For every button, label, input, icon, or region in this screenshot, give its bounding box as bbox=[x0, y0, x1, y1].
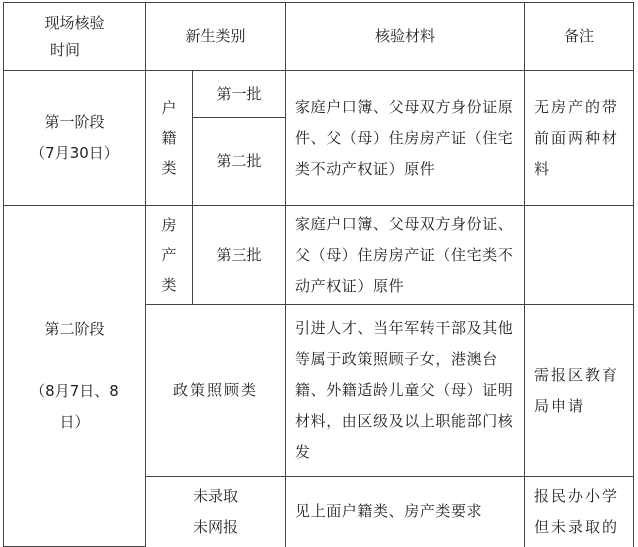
stage2-type-char: 房 bbox=[161, 216, 177, 234]
stage2-property-materials: 家庭户口簿、父母双方身份证、父（母）住房房产证（住宅类不动产权证）原件 bbox=[286, 206, 525, 305]
stage1-title: 第一阶段 bbox=[44, 113, 105, 131]
stage1-type-cell bbox=[146, 71, 193, 206]
header-category: 新生类别 bbox=[146, 3, 286, 71]
stage1-type-char: 籍 bbox=[161, 129, 177, 147]
stage1-date: （7月30日） bbox=[30, 144, 119, 162]
header-notes: 备注 bbox=[525, 3, 634, 71]
stage2-property-note bbox=[525, 206, 634, 305]
stage2-policy-note: 需报区教育局申请 bbox=[525, 305, 634, 477]
stage2-unadmitted-note: 报民办小学但未录取的 bbox=[525, 477, 634, 547]
stage1-batch1: 第一批 bbox=[193, 71, 286, 118]
table-row bbox=[4, 71, 634, 118]
stage2-type-char: 类 bbox=[161, 276, 177, 294]
stage1-type-char: 类 bbox=[161, 159, 177, 177]
stage2-unadmitted-category: 未录取 未网报 bbox=[146, 477, 286, 547]
stage2-title: 第二阶段 bbox=[44, 320, 105, 338]
stage1-note: 无房产的带前面两种材料 bbox=[525, 71, 634, 206]
verification-schedule-table bbox=[3, 2, 634, 547]
stage1-type-char: 户 bbox=[161, 99, 177, 117]
stage2-batch3: 第三批 bbox=[193, 206, 286, 305]
header-time-cell bbox=[4, 3, 146, 71]
stage2-policy-category: 政策照顾类 bbox=[146, 305, 286, 477]
table-row bbox=[4, 206, 634, 305]
stage1-cell bbox=[4, 71, 146, 206]
stage2-unadmitted-materials: 见上面户籍类、房产类要求 bbox=[286, 477, 525, 547]
header-materials: 核验材料 bbox=[286, 3, 525, 71]
stage2-date: （8月7日、8 日） bbox=[30, 382, 119, 431]
header-row bbox=[4, 3, 634, 71]
header-time-line1: 现场核验 bbox=[44, 13, 105, 32]
stage2-property-type-cell bbox=[146, 206, 193, 305]
stage1-materials: 家庭户口簿、父母双方身份证原件、父（母）住房房产证（住宅类不动产权证）原件 bbox=[286, 71, 525, 206]
stage2-policy-materials: 引进人才、当年军转干部及其他等属于政策照顾子女，港澳台籍、外籍适龄儿童父（母）证明材料，由区级及以上职能部门核发 bbox=[286, 305, 525, 477]
stage2-cell bbox=[4, 206, 146, 547]
header-time-line2: 时间 bbox=[50, 40, 81, 59]
stage2-type-char: 产 bbox=[161, 246, 177, 264]
stage1-batch2: 第二批 bbox=[193, 118, 286, 206]
